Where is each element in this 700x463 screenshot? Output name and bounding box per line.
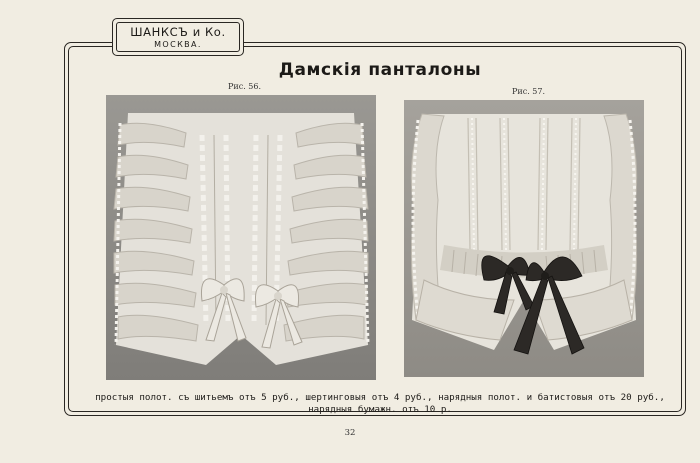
figure-56-label: Рис. 56. [228, 82, 262, 91]
photo-figure-57 [404, 100, 644, 377]
figure-57-label: Рис. 57. [512, 87, 546, 96]
page-number: 32 [344, 428, 356, 438]
pantaloons-illustration-56 [106, 95, 376, 380]
caption-line-1: простыя полот. съ шитьемъ отъ 5 руб., шертинговыя отъ 4 руб., нарядныя полот. и батистовыя отъ 20 руб., [95, 392, 665, 403]
page-title: Дамскія панталоны [278, 60, 482, 80]
brand-name: ШАНКСЪ и Ко. [130, 25, 226, 39]
photo-figure-56 [106, 95, 376, 380]
pantaloons-illustration-57 [404, 100, 644, 377]
caption-line-2: нарядныя бумажн. отъ 10 р. [308, 404, 452, 415]
brand-city: МОСКВА. [154, 40, 202, 49]
brand-cartouche [112, 18, 244, 56]
